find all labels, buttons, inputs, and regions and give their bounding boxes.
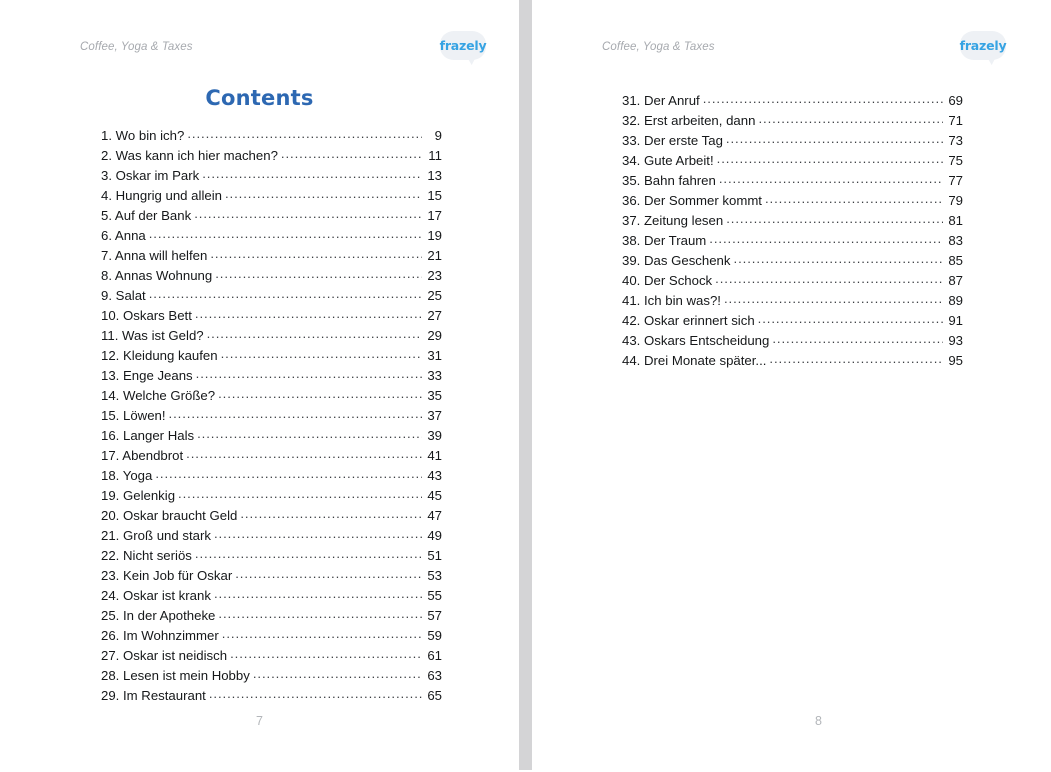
toc-entry-page-number: 49 (427, 528, 442, 543)
toc-dot-leader (149, 287, 422, 300)
toc-entry-label: 22. Nicht seriös (101, 548, 192, 563)
toc-entry-page-number: 11 (428, 148, 442, 163)
toc-entry-page-number: 53 (427, 568, 442, 583)
toc-entry-page-number: 59 (427, 628, 442, 643)
toc-dot-leader (218, 387, 422, 400)
toc-entry[interactable] (101, 527, 442, 547)
toc-entry-page-number: 91 (948, 313, 963, 328)
toc-entry[interactable] (622, 152, 963, 172)
toc-entry[interactable] (101, 147, 442, 167)
toc-dot-leader (235, 567, 422, 580)
toc-entry-label: 29. Im Restaurant (101, 688, 206, 703)
toc-entry-label: 21. Groß und stark (101, 528, 211, 543)
toc-entry[interactable] (101, 667, 442, 687)
toc-entry[interactable] (622, 252, 963, 272)
toc-entry[interactable] (101, 207, 442, 227)
toc-entry-label: 10. Oskars Bett (101, 308, 192, 323)
toc-dot-leader (195, 307, 422, 320)
toc-entry[interactable] (101, 127, 442, 147)
toc-entry-label: 35. Bahn fahren (622, 173, 716, 188)
toc-entry-label: 15. Löwen! (101, 408, 166, 423)
toc-entry-label: 37. Zeitung lesen (622, 213, 724, 228)
page-left (0, 0, 519, 772)
toc-entry-label: 4. Hungrig und allein (101, 188, 222, 203)
toc-dot-leader (178, 487, 422, 500)
toc-entry-page-number: 13 (427, 168, 442, 183)
toc-entry-label: 18. Yoga (101, 468, 153, 483)
page-gutter-divider (519, 0, 532, 770)
toc-entry[interactable] (101, 267, 442, 287)
toc-entry[interactable] (101, 167, 442, 187)
toc-entry-label: 14. Welche Größe? (101, 388, 216, 403)
toc-dot-leader (221, 347, 422, 360)
toc-entry-page-number: 61 (427, 648, 442, 663)
toc-entry-label: 9. Salat (101, 288, 146, 303)
toc-entry-page-number: 65 (427, 688, 442, 703)
toc-entry[interactable] (101, 407, 442, 427)
toc-entry[interactable] (101, 567, 442, 587)
running-header: Coffee, Yoga & Taxes (80, 41, 193, 53)
toc-entry-page-number: 77 (948, 173, 963, 188)
toc-entry-label: 41. Ich bin was?! (622, 293, 721, 308)
toc-entry-page-number: 81 (948, 213, 963, 228)
toc-entry-page-number: 71 (948, 113, 963, 128)
toc-entry-page-number: 31 (427, 348, 442, 363)
toc-entry[interactable] (622, 112, 963, 132)
toc-dot-leader (218, 607, 422, 620)
toc-dot-leader (215, 267, 422, 280)
toc-dot-leader (240, 507, 422, 520)
toc-entry-label: 26. Im Wohnzimmer (101, 628, 219, 643)
toc-entry-page-number: 79 (948, 193, 963, 208)
toc-entry-page-number: 23 (427, 268, 442, 283)
toc-entry-page-number: 83 (948, 233, 963, 248)
toc-entry-page-number: 25 (427, 288, 442, 303)
toc-dot-leader (758, 112, 943, 125)
toc-entry-page-number: 17 (427, 208, 442, 223)
toc-entry-label: 11. Was ist Geld? (101, 328, 204, 343)
toc-entry[interactable] (101, 387, 442, 407)
toc-dot-leader (187, 127, 422, 140)
toc-entry-page-number: 95 (948, 353, 963, 368)
frazely-logo (960, 31, 1006, 65)
toc-entry-label: 24. Oskar ist krank (101, 588, 211, 603)
toc-entry-label: 12. Kleidung kaufen (101, 348, 218, 363)
toc-entry[interactable] (101, 587, 442, 607)
toc-entry-label: 23. Kein Job für Oskar (101, 568, 233, 583)
toc-list-left (101, 127, 442, 707)
toc-entry-page-number: 57 (427, 608, 442, 623)
toc-entry-label: 16. Langer Hals (101, 428, 195, 443)
toc-entry-label: 38. Der Traum (622, 233, 707, 248)
toc-dot-leader (194, 207, 422, 220)
toc-entry-label: 33. Der erste Tag (622, 133, 723, 148)
toc-entry-label: 31. Der Anruf (622, 93, 700, 108)
toc-entry-page-number: 87 (948, 273, 963, 288)
toc-entry-label: 17. Abendbrot (101, 448, 184, 463)
toc-dot-leader (169, 407, 422, 420)
toc-dot-leader (222, 627, 422, 640)
toc-entry-page-number: 15 (427, 188, 442, 203)
toc-entry[interactable] (101, 307, 442, 327)
toc-entry[interactable] (622, 92, 963, 112)
toc-entry-page-number: 85 (948, 253, 963, 268)
toc-entry-label: 1. Wo bin ich? (101, 128, 185, 143)
toc-entry[interactable] (622, 192, 963, 212)
toc-entry-page-number: 51 (427, 548, 442, 563)
toc-entry-label: 27. Oskar ist neidisch (101, 648, 228, 663)
toc-entry-label: 43. Oskars Entscheidung (622, 333, 770, 348)
toc-entry-page-number: 27 (427, 308, 442, 323)
toc-dot-leader (210, 247, 422, 260)
folio-left: 7 (256, 714, 263, 728)
toc-entry[interactable] (622, 232, 963, 252)
toc-entry-page-number: 73 (948, 133, 963, 148)
toc-dot-leader (214, 587, 422, 600)
toc-entry[interactable] (622, 292, 963, 312)
toc-dot-leader (155, 467, 422, 480)
logo-wordmark: frazely (959, 38, 1007, 53)
toc-entry-label: 44. Drei Monate später... (622, 353, 767, 368)
toc-entry[interactable] (622, 172, 963, 192)
toc-entry-page-number: 43 (427, 468, 442, 483)
toc-entry-page-number: 37 (427, 408, 442, 423)
toc-entry-page-number: 29 (427, 328, 442, 343)
toc-entry[interactable] (101, 507, 442, 527)
toc-entry-label: 42. Oskar erinnert sich (622, 313, 755, 328)
toc-dot-leader (186, 447, 422, 460)
toc-entry[interactable] (101, 447, 442, 467)
toc-dot-leader (202, 167, 422, 180)
toc-entry[interactable] (101, 647, 442, 667)
toc-entry-page-number: 33 (427, 368, 442, 383)
toc-entry-page-number: 69 (948, 93, 963, 108)
toc-dot-leader (772, 332, 943, 345)
toc-dot-leader (214, 527, 422, 540)
toc-dot-leader (765, 192, 943, 205)
toc-entry[interactable] (622, 132, 963, 152)
toc-entry[interactable] (101, 607, 442, 627)
toc-entry[interactable] (101, 247, 442, 267)
toc-entry-page-number: 19 (427, 228, 442, 243)
toc-dot-leader (715, 272, 943, 285)
toc-dot-leader (196, 367, 422, 380)
toc-entry[interactable] (101, 487, 442, 507)
toc-entry-label: 34. Gute Arbeit! (622, 153, 714, 168)
toc-entry[interactable] (101, 227, 442, 247)
toc-entry-label: 8. Annas Wohnung (101, 268, 213, 283)
toc-entry[interactable] (101, 367, 442, 387)
toc-entry-page-number: 21 (427, 248, 442, 263)
toc-dot-leader (281, 147, 422, 160)
toc-entry-label: 2. Was kann ich hier machen? (101, 148, 278, 163)
toc-entry-label: 6. Anna (101, 228, 146, 243)
toc-entry[interactable] (622, 272, 963, 292)
page-right (532, 0, 1051, 772)
toc-entry[interactable] (101, 347, 442, 367)
frazely-logo (440, 31, 486, 65)
toc-entry-label: 28. Lesen ist mein Hobby (101, 668, 250, 683)
toc-entry[interactable] (101, 467, 442, 487)
toc-entry-label: 39. Das Geschenk (622, 253, 731, 268)
toc-entry-page-number: 45 (427, 488, 442, 503)
toc-entry[interactable] (101, 287, 442, 307)
toc-entry[interactable] (101, 427, 442, 447)
toc-dot-leader (724, 292, 943, 305)
toc-dot-leader (149, 227, 422, 240)
toc-entry-label: 13. Enge Jeans (101, 368, 193, 383)
toc-dot-leader (709, 232, 943, 245)
logo-wordmark: frazely (439, 38, 487, 53)
toc-entry[interactable] (101, 627, 442, 647)
toc-dot-leader (726, 212, 943, 225)
toc-entry-label: 20. Oskar braucht Geld (101, 508, 238, 523)
toc-dot-leader (726, 132, 943, 145)
folio-right: 8 (815, 714, 822, 728)
toc-entry-label: 25. In der Apotheke (101, 608, 216, 623)
toc-entry-page-number: 55 (427, 588, 442, 603)
page-title: Contents (205, 86, 314, 110)
toc-list-right (622, 92, 963, 372)
toc-dot-leader (197, 427, 422, 440)
toc-dot-leader (195, 547, 422, 560)
toc-entry[interactable] (101, 327, 442, 347)
toc-entry[interactable] (101, 687, 442, 707)
toc-dot-leader (769, 352, 943, 365)
toc-entry[interactable] (101, 547, 442, 567)
toc-entry-page-number: 35 (427, 388, 442, 403)
toc-entry-page-number: 93 (948, 333, 963, 348)
toc-dot-leader (230, 647, 422, 660)
toc-entry-page-number: 75 (948, 153, 963, 168)
toc-entry-page-number: 39 (427, 428, 442, 443)
toc-entry-label: 3. Oskar im Park (101, 168, 200, 183)
toc-entry-label: 32. Erst arbeiten, dann (622, 113, 756, 128)
toc-dot-leader (209, 687, 422, 700)
toc-entry-label: 40. Der Schock (622, 273, 713, 288)
toc-entry-label: 36. Der Sommer kommt (622, 193, 762, 208)
toc-dot-leader (758, 312, 943, 325)
toc-entry[interactable] (622, 352, 963, 372)
toc-entry-label: 5. Auf der Bank (101, 208, 192, 223)
toc-dot-leader (719, 172, 943, 185)
toc-entry-page-number: 41 (427, 448, 442, 463)
toc-entry-page-number: 63 (427, 668, 442, 683)
toc-entry-page-number: 47 (427, 508, 442, 523)
running-header: Coffee, Yoga & Taxes (602, 41, 715, 53)
toc-entry[interactable] (622, 212, 963, 232)
toc-dot-leader (703, 92, 943, 105)
toc-dot-leader (253, 667, 422, 680)
toc-entry-page-number: 9 (434, 128, 442, 143)
toc-entry-label: 19. Gelenkig (101, 488, 176, 503)
toc-entry-page-number: 89 (948, 293, 963, 308)
toc-dot-leader (225, 187, 422, 200)
toc-entry[interactable] (622, 332, 963, 352)
toc-entry-label: 7. Anna will helfen (101, 248, 208, 263)
toc-entry[interactable] (622, 312, 963, 332)
toc-dot-leader (717, 152, 943, 165)
toc-entry[interactable] (101, 187, 442, 207)
toc-dot-leader (207, 327, 422, 340)
toc-dot-leader (734, 252, 944, 265)
